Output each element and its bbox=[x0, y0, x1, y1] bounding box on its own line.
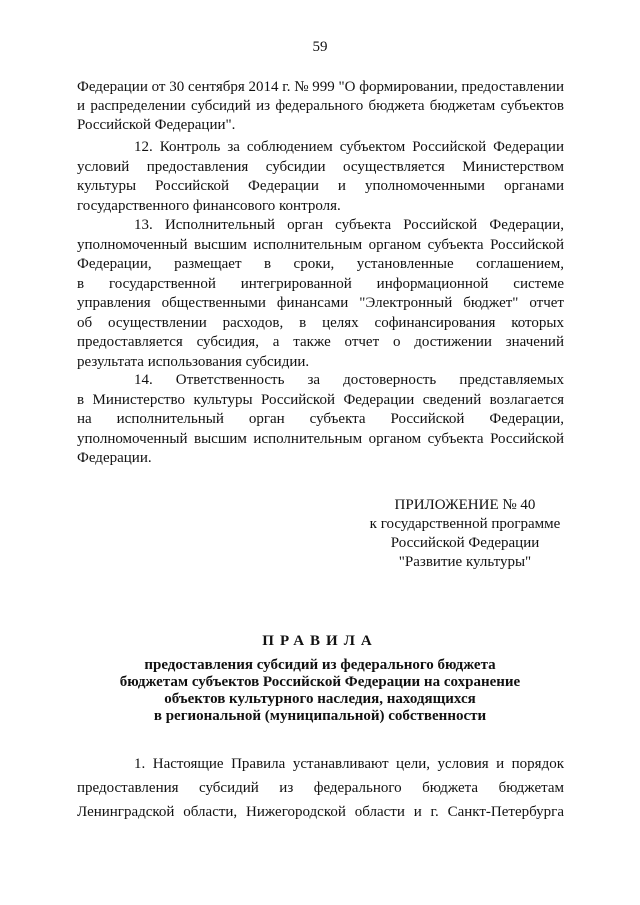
subtitle-line: предоставления субсидий из федерального бюджета bbox=[144, 657, 496, 673]
appendix-line: к государственной программе bbox=[369, 516, 561, 532]
subtitle-line: в региональной (муниципальной) собственности bbox=[153, 708, 487, 724]
paragraph-line: в Министерство культуры Российской Федерации сведений возлагается bbox=[77, 391, 564, 408]
paragraph-14 bbox=[77, 371, 564, 469]
paragraph-line: на исполнительный орган субъекта Российской Федерации, bbox=[77, 411, 564, 427]
paragraph-line: в государственной интегрированной информационной системе bbox=[77, 275, 564, 292]
subtitle-line: объектов культурного наследия, находящихся bbox=[164, 691, 476, 707]
page-number: 59 bbox=[312, 39, 328, 55]
paragraph-12 bbox=[77, 138, 564, 216]
appendix-line: Российской Федерации bbox=[390, 535, 540, 551]
paragraph-line: 13. Исполнительный орган субъекта Российской Федерации, bbox=[134, 217, 564, 233]
paragraph-line: 12. Контроль за соблюдением субъектом Российской Федерации bbox=[134, 139, 564, 155]
paragraph-line: уполномоченный высшим исполнительным органом субъекта Российской bbox=[77, 430, 564, 447]
paragraph-line: Российской Федерации". bbox=[77, 117, 236, 133]
paragraph-line: культуры Российской Федерации и уполномоченными органами bbox=[77, 178, 564, 194]
clause-1 bbox=[77, 752, 564, 824]
paragraph-line: 1. Настоящие Правила устанавливают цели, условия и порядок bbox=[134, 756, 564, 772]
subtitle-line: бюджетам субъектов Российской Федерации на сохранение bbox=[119, 674, 521, 690]
paragraph-line: условий предоставления субсидии осуществляется Министерством bbox=[77, 158, 564, 175]
paragraph-line: 14. Ответственность за достоверность представляемых bbox=[134, 372, 564, 388]
paragraph-line: Федерации, размещает в сроки, установленные соглашением, bbox=[77, 256, 564, 272]
paragraph-line: Федерации от 30 сентября 2014 г. № 999 "О формировании, предоставлении bbox=[77, 79, 565, 95]
rules-subtitle bbox=[80, 657, 560, 725]
paragraph-line: Ленинградской области, Нижегородской области и г. Санкт-Петербурга bbox=[77, 804, 564, 820]
appendix-program-name: "Развитие культуры" bbox=[398, 554, 532, 570]
paragraph-11 bbox=[77, 78, 564, 135]
paragraph-line: управления общественными финансами "Электронный бюджет" отчет bbox=[77, 295, 564, 311]
paragraph-line: об осуществлении расходов, в целях софинансирования которых bbox=[77, 314, 564, 331]
paragraph-line: Федерации. bbox=[77, 450, 152, 466]
paragraph-line: результата использования субсидии. bbox=[77, 353, 310, 370]
appendix-number: ПРИЛОЖЕНИЕ № 40 bbox=[394, 497, 536, 513]
paragraph-line: уполномоченный высшим исполнительным органом субъекта Российской bbox=[77, 236, 564, 253]
paragraph-line: и распределении субсидий из федерального бюджета бюджетам субъектов bbox=[77, 98, 564, 114]
paragraph-line: предоставляется субсидия, а также отчет о достижении значений bbox=[77, 334, 564, 350]
appendix-heading bbox=[360, 496, 570, 572]
paragraph-13 bbox=[77, 216, 564, 372]
rules-title: ПРАВИЛА bbox=[262, 633, 378, 649]
paragraph-line: государственного финансового контроля. bbox=[77, 197, 341, 214]
paragraph-line: предоставления субсидий из федерального бюджета бюджетам bbox=[77, 780, 564, 796]
